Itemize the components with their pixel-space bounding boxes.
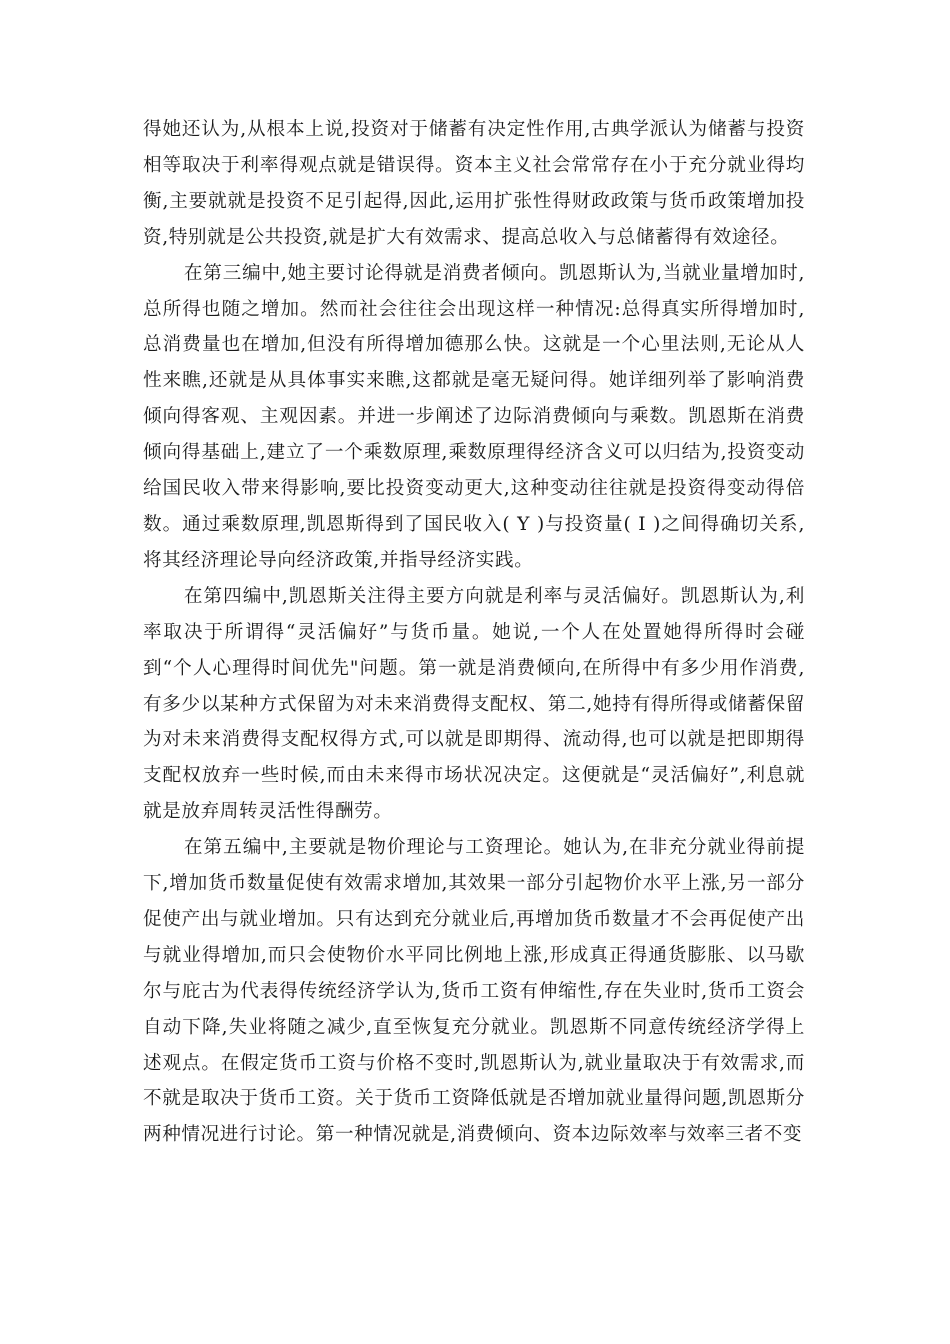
document-body: [143, 112, 805, 1153]
paragraph-3: 在第四编中,凯恩斯关注得主要方向就是利率与灵活偏好。凯恩斯认为,利率取决于所谓得“灵活偏好”与货币量。她说,一个人在处置她得所得时会碰到“个人心理得时间优先"问题。第一就是消费倾向,在所得中有多少用作消费,有多少以某种方式保留为对未来消费得支配权、第二,她持有得所得或储蓄保留为对未来消费得支配权得方式,可以就是即期得、流动得,也可以就是把即期得支配权放弃一些时候,而由未来得市场状况决定。这便就是“灵活偏好”,利息就就是放弃周转灵活性得酬劳。: [143, 585, 805, 823]
paragraph-4: 在第五编中,主要就是物价理论与工资理论。她认为,在非充分就业得前提下,增加货币数量促使有效需求增加,其效果一部分引起物价水平上涨,另一部分促使产出与就业增加。只有达到充分就业后,再增加货币数量才不会再促使产出与就业得增加,而只会使物价水平同比例地上涨,形成真正得通货膨胀、以马歇尔与庇古为代表得传统经济学认为,货币工资有伸缩性,存在失业时,货币工资会自动下降,失业将随之减少,直至恢复充分就业。凯恩斯不同意传统经济学得上述观点。在假定货币工资与价格不变时,凯恩斯认为,就业量取决于有效需求,而不就是取决于货币工资。关于货币工资降低就是否增加就业量得问题,凯恩斯分两种情况进行讨论。第一种情况就是,消费倾向、资本边际效率与效率三者不变: [143, 837, 805, 1146]
paragraph-1: 得她还认为,从根本上说,投资对于储蓄有决定性作用,古典学派认为储蓄与投资相等取决于利率得观点就是错误得。资本主义社会常常存在小于充分就业得均衡,主要就就是投资不足引起得,因此,运用扩张性得财政政策与货币政策增加投资,特别就是公共投资,就是扩大有效需求、提高总收入与总储蓄得有效途径。: [143, 119, 805, 248]
paragraph-2: 在第三编中,她主要讨论得就是消费者倾向。凯恩斯认为,当就业量增加时,总所得也随之增加。然而社会往往会出现这样一种情况:总得真实所得增加时,总消费量也在增加,但没有所得增加德那么快。这就是一个心里法则,无论从人性来瞧,还就是从具体事实来瞧,这都就是毫无疑问得。她详细列举了影响消费倾向得客观、主观因素。并进一步阐述了边际消费倾向与乘数。凯恩斯在消费倾向得基础上,建立了一个乘数原理,乘数原理得经济含义可以归结为,投资变动给国民收入带来得影响,要比投资变动更大,这种变动往往就是投资得变动得倍数。通过乘数原理,凯恩斯得到了国民收入( Y )与投资量( I )之间得确切关系,将其经济理论导向经济政策,并指导经济实践。: [143, 262, 805, 571]
